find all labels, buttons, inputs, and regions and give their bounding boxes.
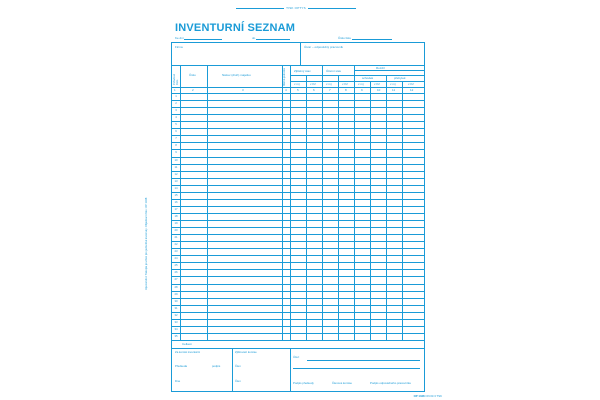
table-row xyxy=(172,276,424,277)
colnum: 2 xyxy=(192,88,194,92)
table-row xyxy=(172,305,424,306)
col-difference: Rozdíl xyxy=(376,66,385,70)
table-row xyxy=(172,192,424,193)
col-deficit: schodek xyxy=(362,76,374,80)
inventory-table xyxy=(171,42,425,392)
row-number: 10 xyxy=(174,157,178,162)
row-number: 12 xyxy=(174,171,178,176)
colnum: 5 xyxy=(297,88,299,92)
table-row xyxy=(172,291,424,292)
table-row xyxy=(172,262,424,263)
row-number: 17 xyxy=(174,206,178,211)
colnum: 10 xyxy=(377,88,381,92)
row-number: 27 xyxy=(174,277,178,282)
row-number: 3 xyxy=(175,108,177,113)
table-row xyxy=(172,227,424,228)
row-number: 25 xyxy=(174,263,178,268)
table-row xyxy=(172,128,424,129)
row-number: 8 xyxy=(175,143,177,148)
row-number: 31 xyxy=(174,305,178,310)
table-row xyxy=(172,220,424,221)
table-row xyxy=(172,312,424,313)
department-label: Útvar – odpovědný pracovník xyxy=(304,45,344,49)
row-number: 5 xyxy=(175,122,177,127)
colnum: 9 xyxy=(361,88,363,92)
table-row xyxy=(172,135,424,136)
top-note: TISK OPTYS xyxy=(140,6,452,10)
col-found: Zjištěný stav xyxy=(294,69,311,73)
colnum: 12 xyxy=(410,88,414,92)
colnum: 4 xyxy=(285,88,287,92)
table-row xyxy=(172,333,424,334)
table-row xyxy=(172,107,424,108)
footer-chair: Předseda xyxy=(175,364,187,368)
sheet-number-field: Číslo listu xyxy=(338,36,392,40)
unit-label: v mj xyxy=(326,82,332,86)
row-number: 14 xyxy=(174,185,178,190)
side-note: Upozornění: Tiskopis je určen pro jednotlivé inventury. Objednací číslo: OP 1348 xyxy=(145,197,148,290)
table-row xyxy=(172,206,424,207)
table-row xyxy=(172,100,424,101)
unit-label: v mj xyxy=(390,82,396,86)
row-number: 1 xyxy=(175,94,177,98)
colnum: 1 xyxy=(174,88,176,92)
row-number: 30 xyxy=(174,298,178,303)
row-number: 21 xyxy=(174,235,178,240)
table-row xyxy=(172,319,424,320)
col-surplus: přebytek xyxy=(394,76,406,80)
footer-date: Dne xyxy=(175,379,181,383)
colnum: 7 xyxy=(329,88,331,92)
row-number: 7 xyxy=(175,136,177,141)
table-row xyxy=(172,142,424,143)
row-number: 9 xyxy=(175,150,177,155)
col-unit: Měrná jednotka xyxy=(283,68,286,86)
footer-member: Člen xyxy=(235,364,241,368)
table-row xyxy=(172,255,424,256)
col-order: Pořadové číslo xyxy=(173,73,179,85)
footer-members: Členové komise xyxy=(332,381,352,385)
row-number: 32 xyxy=(174,312,178,317)
inventory-sheet xyxy=(140,0,452,400)
table-row xyxy=(172,248,424,249)
czk-label: v Kč xyxy=(310,82,316,86)
table-row xyxy=(172,199,424,200)
table-row xyxy=(172,326,424,327)
row-number: 19 xyxy=(174,221,178,226)
row-number: 16 xyxy=(174,199,178,204)
col-number: Číslo xyxy=(189,73,196,77)
czk-label: v Kč xyxy=(408,82,414,86)
row-number: 4 xyxy=(175,115,177,120)
row-number: 2 xyxy=(175,101,177,106)
table-row xyxy=(172,185,424,186)
table-row xyxy=(172,171,424,172)
colnum: 3 xyxy=(242,88,244,92)
table-row xyxy=(172,298,424,299)
table-row xyxy=(172,284,424,285)
table-row xyxy=(172,121,424,122)
unit-label: v mj xyxy=(294,82,300,86)
footer-signature: podpis xyxy=(212,364,221,368)
row-number: 29 xyxy=(174,291,178,296)
row-number: 11 xyxy=(174,164,178,169)
row-number: 20 xyxy=(174,228,178,233)
footer-note: Účel: xyxy=(293,355,300,359)
table-row xyxy=(172,234,424,235)
colnum: 6 xyxy=(313,88,315,92)
colnum: 8 xyxy=(345,88,347,92)
footer-member: Člen xyxy=(235,379,241,383)
row-number: 6 xyxy=(175,129,177,134)
row-number: 33 xyxy=(174,319,178,324)
form-code: OP 1348 ON 03.3 TSK xyxy=(413,394,442,398)
col-book: Účetní stav xyxy=(326,69,342,73)
page-title: INVENTURNÍ SEZNAM xyxy=(175,22,296,34)
table-row xyxy=(172,241,424,242)
to-field: do xyxy=(252,36,290,40)
footer-commission: Za komisi inventární xyxy=(175,350,201,354)
row-number: 34 xyxy=(174,326,178,331)
row-number: 28 xyxy=(174,284,178,289)
row-number: 15 xyxy=(174,192,178,197)
col-name: Název (druh) majetku xyxy=(222,73,251,77)
footer-chair-signature: Podpis předsedy xyxy=(293,381,314,385)
date-field: Ke dni xyxy=(175,36,222,40)
table-row xyxy=(172,178,424,179)
table-row xyxy=(172,213,424,214)
table-row xyxy=(172,164,424,165)
row-number: 26 xyxy=(174,270,178,275)
table-row xyxy=(172,269,424,270)
czk-label: v Kč xyxy=(342,82,348,86)
czk-label: v Kč xyxy=(374,82,380,86)
total-label: Celkem xyxy=(182,342,193,346)
row-number: 23 xyxy=(174,249,178,254)
footer-investigation: Zjišťovací komise xyxy=(235,350,257,354)
colnum: 11 xyxy=(392,88,396,92)
company-label: Firma xyxy=(175,45,183,49)
unit-label: v mj xyxy=(358,82,364,86)
row-number: 18 xyxy=(174,213,178,218)
row-number: 24 xyxy=(174,256,178,261)
row-number: 35 xyxy=(174,333,178,338)
table-row xyxy=(172,114,424,115)
footer-responsible: Podpis odpovědného pracovníka xyxy=(370,381,411,385)
table-row xyxy=(172,157,424,158)
row-number: 22 xyxy=(174,242,178,247)
table-row xyxy=(172,149,424,150)
row-number: 13 xyxy=(174,178,178,183)
